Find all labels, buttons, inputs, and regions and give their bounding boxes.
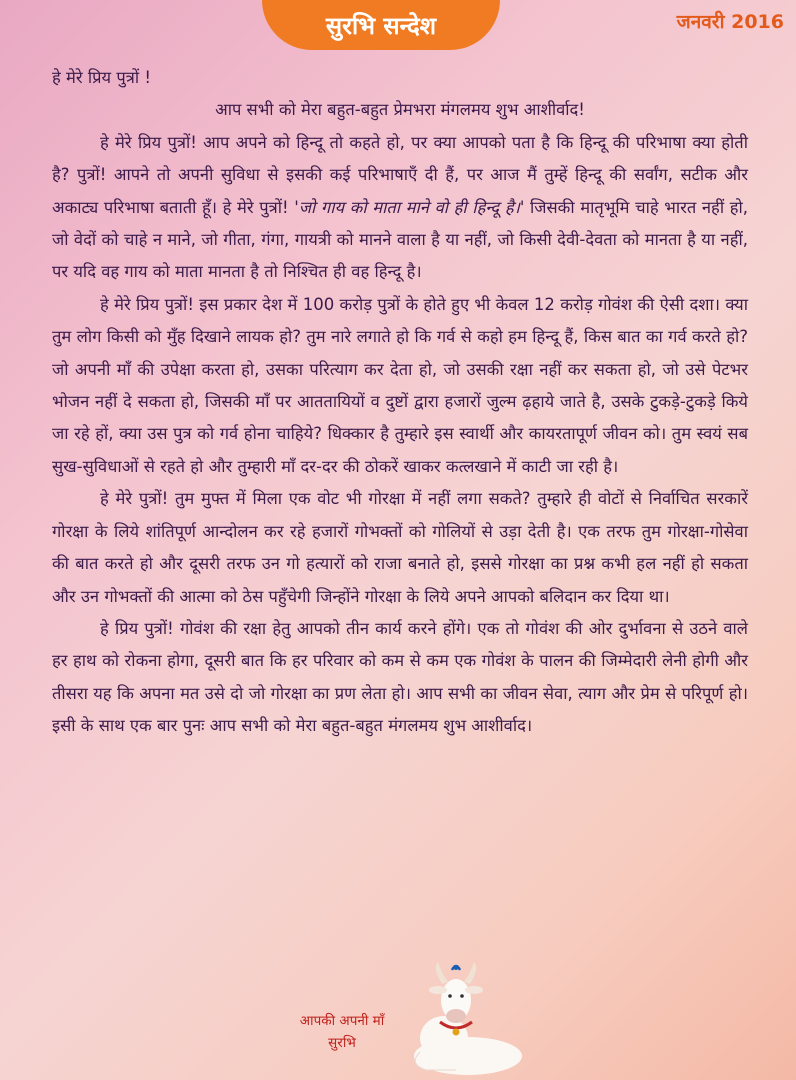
paragraph-3: हे मेरे पुत्रों! तुम मुफ्त में मिला एक वोट भी गोरक्षा में नहीं लगा सकते? तुम्हारे ही वोटों से निर्वाचित सरकारें गोरक्षा के लिये शांतिपूर्ण आन्दोलन कर रहे हजारों गोभक्तों को गोलियों से उड़ा देती है। एक तरफ तुम गोरक्षा-गोसेवा की बात करते हो और दूसरी तरफ उन गो हत्यारों को राजा बनाते हो, इससे गोरक्षा का प्रश्न कभी हल नहीं हो सकता और उन गोभक्तों की आत्मा को ठेस पहुँचेगी जिन्होंने गोरक्षा के लिये अपने आपको बलिदान कर दिया था। xyxy=(52,489,748,606)
issue-date: जनवरी 2016 xyxy=(676,11,784,33)
paragraph-1 xyxy=(52,127,748,289)
cow-illustration xyxy=(396,960,526,1078)
paragraph-1-text-a: हे मेरे प्रिय पुत्रों! आप अपने को हिन्दू तो कहते हो, पर क्या आपको पता है कि हिन्दू की परिभाषा क्या होती है? पुत्रों! आपने तो अपनी सुविधा से इसकी कई परिभाषाएँ दी हैं, पर आज मैं तुम्हें हिन्दू की सर्वांग, सटीक और अकाट्य परिभाषा बताती हूँ। हे मेरे पुत्रों! xyxy=(52,132,748,217)
signature xyxy=(282,1010,402,1054)
paragraph-4: हे प्रिय पुत्रों! गोवंश की रक्षा हेतु आपको तीन कार्य करने होंगे। एक तो गोवंश की ओर दुर्भावना से उठने वाले हर हाथ को रोकना होगा, दूसरी बात कि हर परिवार को कम से कम एक गोवंश के पालन की जिम्मेदारी लेनी होगी और तीसरा यह कि अपना मत उसे दो जो गोरक्षा का प्रण लेता हो। आप सभी का जीवन सेवा, त्याग और प्रेम से परिपूर्ण हो। इसी के साथ एक बार पुनः आप सभी को मेरा बहुत-बहुत मंगलमय शुभ आशीर्वाद। xyxy=(52,618,748,736)
salutation: हे मेरे प्रिय पुत्रों ! xyxy=(52,68,151,87)
hindu-definition-quote: 'जो गाय को माता माने वो ही हिन्दू है।' xyxy=(294,197,525,217)
blessing-line: आप सभी को मेरा बहुत-बहुत प्रेमभरा मंगलमय शुभ आशीर्वाद! xyxy=(215,100,585,120)
header-title: सुरभि सन्देश xyxy=(262,0,500,50)
signature-line-2: सुरभि xyxy=(328,1035,356,1051)
paragraph-1-text-b: जिसकी मातृभूमि चाहे भारत नहीं हो, जो वेदों को चाहे न माने, जो गीता, गंगा, गायत्री को मानने वाला है या नहीं, जो किसी देवी-देवता को मानता है या नहीं, पर यदि वह गाय को माता मानता है तो निश्चित ही वह हिन्दू है। xyxy=(52,197,748,282)
signature-line-1: आपकी अपनी माँ xyxy=(299,1013,385,1029)
letter-body xyxy=(52,62,748,743)
paragraph-2: हे मेरे प्रिय पुत्रों! इस प्रकार देश में 100 करोड़ पुत्रों के होते हुए भी केवल 12 करोड़ गोवंश की ऐसी दशा। क्या तुम लोग किसी को मुँह दिखाने लायक हो? तुम नारे लगाते हो कि गर्व से कहो हम हिन्दू हैं, किस बात का गर्व करते हो? जो अपनी माँ की उपेक्षा करता हो, उसका परित्याग कर देता हो, जो उसकी रक्षा नहीं कर सकता हो, जो उसे पेटभर भोजन नहीं दे सकता हो, जिसकी माँ पर आततायियों व दुष्टों द्वारा हजारों जुल्म ढ़हाये जाते है, उसके टुकड़े-टुकड़े किये जा रहे हों, क्या उस पुत्र को गर्व होना चाहिये? धिक्कार है तुम्हारे इस स्वार्थी और कायरतापूर्ण जीवन को। तुम स्वयं सब सुख-सुविधाओं से रहते हो और तुम्हारी माँ दर-दर की ठोकरें खाकर कत्लखाने में काटी जा रही है। xyxy=(52,294,748,476)
